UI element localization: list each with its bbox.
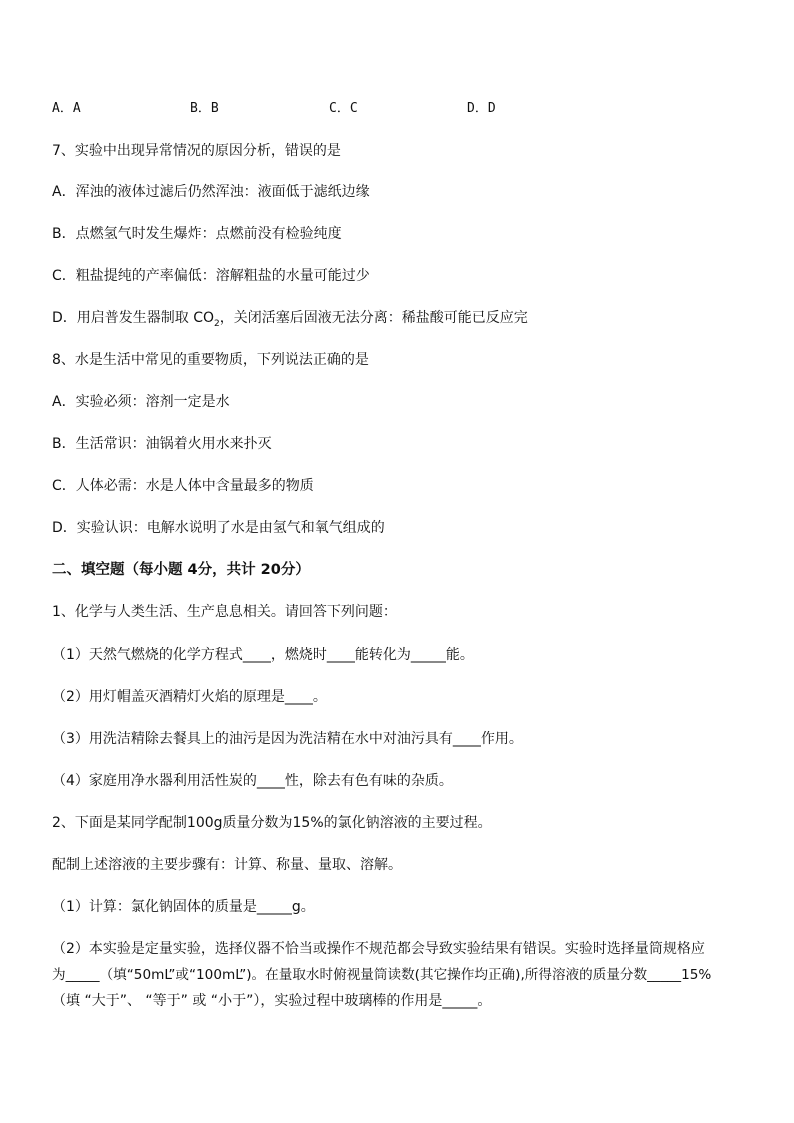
f1-stem: 1、化学与人类生活、生产息息相关。请回答下列问题： [52, 604, 397, 620]
q8-option-c: C．人体必需：水是人体中含量最多的物质 [52, 478, 314, 494]
q6-options-row [52, 99, 652, 119]
f1-part-3: （3）用洗洁精除去餐具上的油污是因为洗洁精在水中对油污具有____作用。 [52, 731, 523, 747]
f2-part-2-line-1: （2）本实验是定量实验，选择仪器不恰当或操作不规范都会导致实验结果有错误。实验时选择量筒规格应 [52, 941, 705, 957]
q8-option-b: B．生活常识：油锅着火用水来扑灭 [52, 436, 272, 452]
q8-stem: 8、水是生活中常见的重要物质，下列说法正确的是 [52, 352, 369, 368]
q6-option-a: A．A [52, 101, 81, 116]
f2-part-2-line-3: （填 “大于”、 “等于” 或 “小于”），实验过程中玻璃棒的作用是_____。 [52, 993, 492, 1009]
f2-part-2-line-2: 为_____（填“50mL”或“100mL”)。在量取水时俯视量筒读数(其它操作均正确),所得溶液的质量分数_____15% [52, 967, 712, 983]
q8-option-d: D．实验认识：电解水说明了水是由氢气和氧气组成的 [52, 520, 385, 536]
f1-part-4: （4）家庭用净水器利用活性炭的____性，除去有色有味的杂质。 [52, 773, 453, 789]
q7-option-d [52, 308, 528, 328]
f1-part-2: （2）用灯帽盖灭酒精灯火焰的原理是____。 [52, 689, 327, 705]
q7-option-b: B．点燃氢气时发生爆炸：点燃前没有检验纯度 [52, 226, 342, 242]
q8-option-a: A．实验必须：溶剂一定是水 [52, 394, 230, 410]
f1-part-1: （1）天然气燃烧的化学方程式____，燃烧时____能转化为_____能。 [52, 647, 474, 663]
q7-option-d-text-post: ，关闭活塞后固液无法分离：稀盐酸可能已反应完 [219, 310, 528, 326]
q7-option-a: A．浑浊的液体过滤后仍然浑浊：液面低于滤纸边缘 [52, 184, 370, 200]
q7-option-d-text-pre: D．用启普发生器制取 CO [52, 310, 215, 326]
q7-option-c: C．粗盐提纯的产率偏低：溶解粗盐的水量可能过少 [52, 268, 370, 284]
section-title-fill-in: 二、填空题（每小题 4分，共计 20分） [52, 562, 310, 578]
f2-steps: 配制上述溶液的主要步骤有：计算、称量、量取、溶解。 [52, 857, 402, 873]
q7-stem: 7、实验中出现异常情况的原因分析，错误的是 [52, 143, 341, 159]
f2-stem: 2、下面是某同学配制100g质量分数为15%的氯化钠溶液的主要过程。 [52, 815, 492, 831]
co2-subscript: 2 [214, 318, 220, 329]
q6-option-d: D．D [467, 101, 496, 116]
q6-option-c: C．C [329, 101, 358, 116]
q6-option-b: B．B [190, 101, 219, 116]
f2-part-1: （1）计算：氯化钠固体的质量是_____g。 [52, 899, 315, 915]
